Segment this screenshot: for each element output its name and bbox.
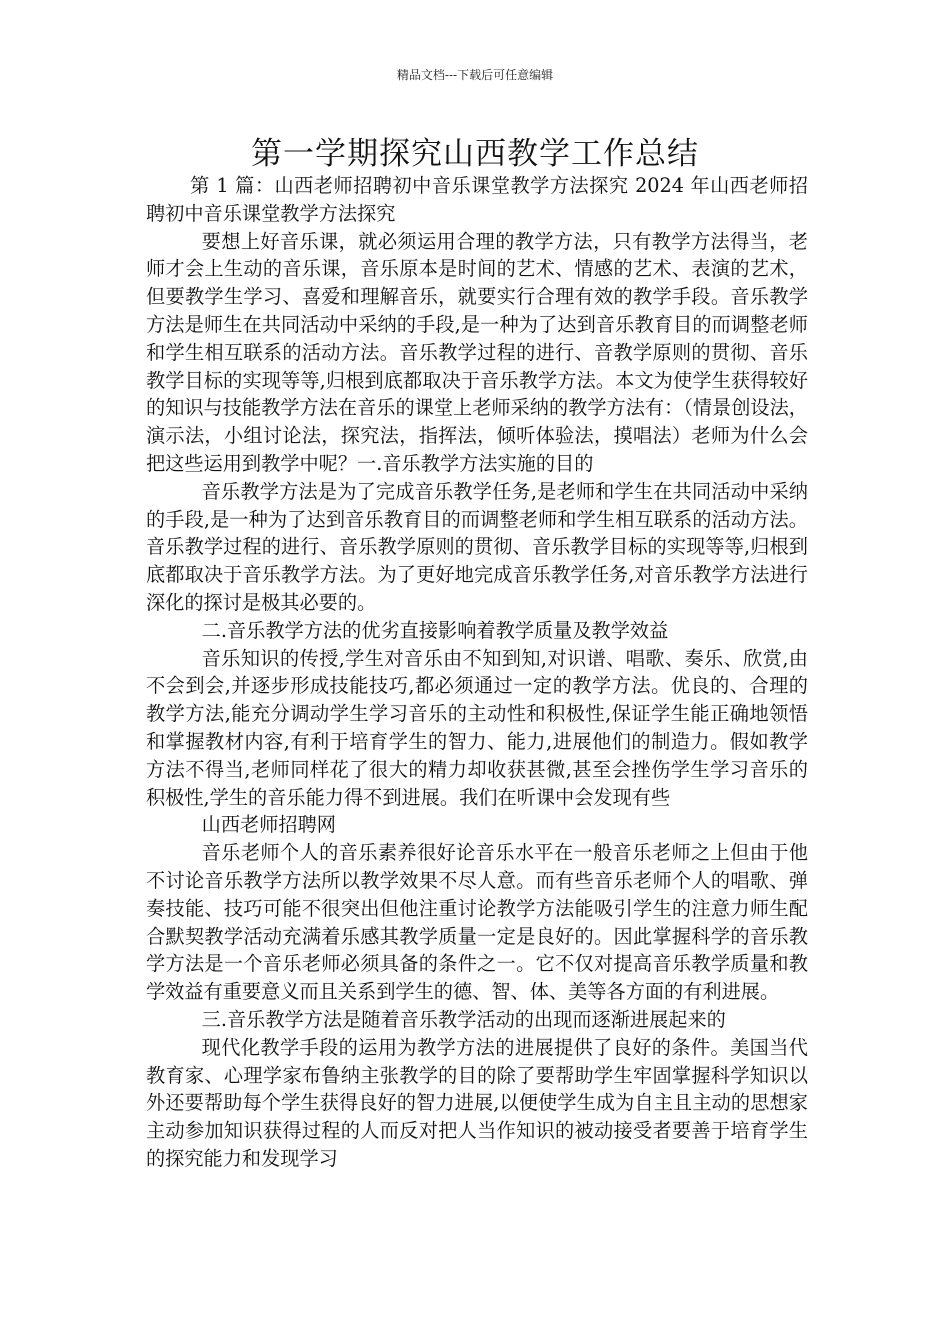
- header-note: 精品文档---下载后可任意编辑: [396, 68, 554, 82]
- section-heading: 二.音乐教学方法的优劣直接影响着教学质量及教学效益: [201, 618, 669, 642]
- document-body: [146, 172, 808, 1173]
- paragraph: 音乐教学方法是为了完成音乐教学任务,是老师和学生在共同活动中采纳的手段,是一种为了达到音乐教育目的而调整老师和学生相互联系的活动方法。音乐教学过程的进行、音乐教学原则的贯彻、音乐教学目标的实现等等,归根到底都取决于音乐教学方法。为了更好地完成音乐教学任务,对音乐教学方法进行深化的探讨是极其必要的。: [146, 479, 808, 614]
- paragraph: 音乐老师个人的音乐素养很好论音乐水平在一般音乐老师之上但由于他不讨论音乐教学方法所以教学效果不尽人意。而有些音乐老师个人的唱歌、弹奏技能、技巧可能不很突出但他注重讨论教学方法能吸引学生的注意力师生配合默契教学活动充满着乐感其教学质量一定是良好的。因此掌握科学的音乐教学方法是一个音乐老师必须具备的条件之一。它不仅对提高音乐教学质量和教学效益有重要意义而且关系到学生的德、智、体、美等各方面的有利进展。: [146, 841, 808, 1004]
- paragraph: 音乐知识的传授,学生对音乐由不知到知,对识谱、唱歌、奏乐、欣赏,由不会到会,并逐步形成技能技巧,都必须通过一定的教学方法。优良的、合理的教学方法,能充分调动学生学习音乐的主动性和积极性,保证学生能正确地领悟和掌握教材内容,有利于培育学生的智力、能力,进展他们的制造力。假如教学方法不得当,老师同样花了很大的精力却收获甚微,甚至会挫伤学生学习音乐的积极性,学生的音乐能力得不到进展。我们在听课中会发现有些: [146, 646, 808, 809]
- paragraph: 要想上好音乐课，就必须运用合理的教学方法，只有教学方法得当，老师才会上生动的音乐课，音乐原本是时间的艺术、情感的艺术、表演的艺术，但要教学生学习、喜爱和理解音乐，就要实行合理有效的教学手段。音乐教学方法是师生在共同活动中采纳的手段,是一种为了达到音乐教育目的而调整老师和学生相互联系的活动方法。音乐教学过程的进行、音教学原则的贯彻、音乐教学目标的实现等等,归根到底都取决于音乐教学方法。本文为使学生获得较好的知识与技能教学方法在音乐的课堂上老师采纳的教学方法有：（情景创设法，演示法，小组讨论法，探究法，指挥法，倾听体验法，摸唱法）老师为什么会把这些运用到教学中呢？一.音乐教学方法实施的目的: [146, 229, 808, 475]
- paragraph: 第 1 篇：山西老师招聘初中音乐课堂教学方法探究 2024 年山西老师招聘初中音乐课堂教学方法探究: [146, 174, 808, 225]
- section-heading: 三.音乐教学方法是随着音乐教学活动的出现而逐渐进展起来的: [201, 1007, 726, 1031]
- paragraph: 现代化教学手段的运用为教学方法的进展提供了良好的条件。美国当代教育家、心理学家布鲁纳主张教学的目的除了要帮助学生牢固掌握科学知识以外还要帮助每个学生获得良好的智力进展,以便使学生成为自主且主动的思想家主动参加知识获得过程的人而反对把人当作知识的被动接受者要善于培育学生的探究能力和发现学习: [146, 1035, 808, 1170]
- document-title: 第一学期探究山西教学工作总结: [251, 136, 699, 172]
- paragraph: 山西老师招聘网: [201, 813, 336, 837]
